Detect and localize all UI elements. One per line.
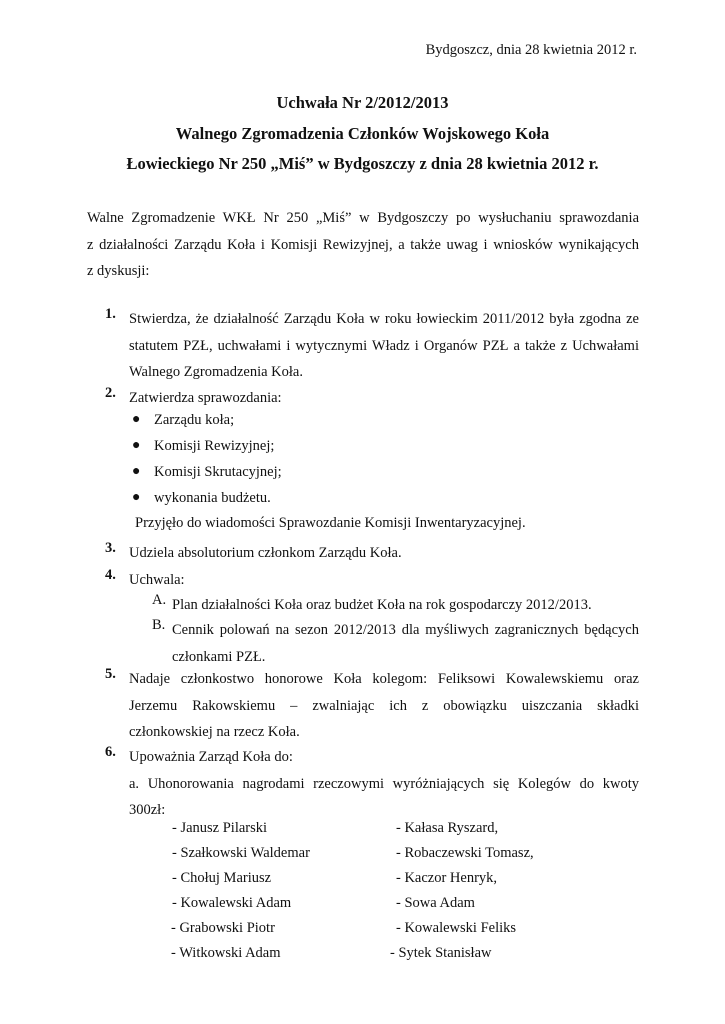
- intro-line: Walne Zgromadzenie WKŁ Nr 250 „Miś” w Bydgoszczy po wysłuchaniu sprawozdania: [87, 210, 639, 226]
- awardee-name: - Sytek Stanisław: [390, 945, 492, 961]
- bullet-icon: ●: [132, 464, 141, 479]
- inventory-note: Przyjęło do wiadomości Sprawozdanie Komisji Inwentaryzacyjnej.: [135, 515, 526, 531]
- intro-paragraph: [87, 205, 639, 285]
- item-number: 6.: [105, 744, 116, 760]
- awardee-name: - Chołuj Mariusz: [172, 870, 272, 886]
- intro-line: z dyskusji:: [87, 263, 150, 279]
- item-line: Upoważnia Zarząd Koła do:: [129, 749, 293, 765]
- resolution-subtitle-line-2: Łowieckiego Nr 250 „Miś” w Bydgoszczy z dnia 28 kwietnia 2012 r.: [126, 154, 599, 173]
- awardee-name: - Grabowski Piotr: [171, 920, 275, 936]
- item-number: 1.: [105, 306, 116, 322]
- bullet-text: Komisji Rewizyjnej;: [154, 438, 275, 454]
- intro-line: z działalności Zarządu Koła i Komisji Rewizyjnej, a także uwag i wniosków wynikających: [87, 236, 639, 253]
- sub-item-label: A.: [152, 592, 167, 608]
- resolution-subtitle-line-1: Walnego Zgromadzenia Członków Wojskowego Koła: [175, 124, 550, 143]
- item-line: Zatwierdza sprawozdania:: [129, 390, 282, 406]
- item-text: [129, 744, 639, 824]
- resolution-title: Uchwała Nr 2/2012/2013: [276, 93, 449, 112]
- awardee-name: - Sowa Adam: [396, 895, 475, 911]
- bullet-icon: ●: [132, 490, 141, 505]
- item-text: [129, 666, 639, 746]
- sub-item-line: członkami PZŁ.: [172, 648, 266, 665]
- sub-item-text: [172, 592, 639, 619]
- item-line: 300zł:: [129, 802, 166, 818]
- item-line: a. Uhonorowania nagrodami rzeczowymi wyróżniających się Kolegów do kwoty: [129, 775, 639, 792]
- item-line: Uchwala:: [129, 572, 185, 588]
- item-number: 3.: [105, 540, 116, 556]
- item-line: Walnego Zgromadzenia Koła.: [129, 364, 303, 380]
- awardee-name: - Szałkowski Waldemar: [172, 845, 310, 861]
- bullet-icon: ●: [132, 412, 141, 427]
- awardee-name: - Witkowski Adam: [171, 945, 281, 961]
- awardee-name: - Kowalewski Adam: [172, 895, 292, 911]
- item-number: 2.: [105, 385, 116, 401]
- bullet-text: wykonania budżetu.: [154, 490, 271, 506]
- item-line: Udziela absolutorium członkom Zarządu Koła.: [129, 545, 402, 561]
- item-number: 4.: [105, 567, 116, 583]
- item-line: Stwierdza, że działalność Zarządu Koła w roku łowieckim 2011/2012 była zgodna ze: [129, 311, 639, 327]
- sub-item-line: Plan działalności Koła oraz budżet Koła na rok gospodarczy 2012/2013.: [172, 597, 592, 613]
- bullet-text: Zarządu koła;: [154, 412, 235, 428]
- awardee-name: - Kaczor Henryk,: [396, 870, 498, 886]
- date-line: Bydgoszcz, dnia 28 kwietnia 2012 r.: [425, 42, 637, 58]
- item-text: [129, 567, 639, 594]
- sub-item-label: B.: [152, 617, 166, 633]
- bullet-text: Komisji Skrutacyjnej;: [154, 464, 282, 480]
- item-text: [129, 385, 639, 412]
- item-line: statutem PZŁ, uchwałami i wytycznymi Władz i Organów PZŁ a także z Uchwałami: [129, 337, 639, 354]
- item-line: Nadaje członkostwo honorowe Koła kolegom: Feliksowi Kowalewskiemu oraz: [129, 671, 639, 687]
- item-number: 5.: [105, 666, 116, 682]
- item-text: [129, 306, 639, 386]
- sub-item-text: [172, 617, 639, 670]
- bullet-icon: ●: [132, 438, 141, 453]
- awardee-name: - Kowalewski Feliks: [396, 920, 517, 936]
- item-line: Jerzemu Rakowskiemu – zwalniając ich z obowiązku uiszczania składki: [129, 697, 639, 714]
- sub-item-line: Cennik polowań na sezon 2012/2013 dla myśliwych zagranicznych będących: [172, 622, 639, 638]
- awardee-name: - Janusz Pilarski: [172, 820, 268, 836]
- item-line: członkowskiej na rzecz Koła.: [129, 724, 300, 740]
- awardee-name: - Kałasa Ryszard,: [396, 820, 499, 836]
- item-text: [129, 540, 639, 567]
- awardee-name: - Robaczewski Tomasz,: [396, 845, 534, 861]
